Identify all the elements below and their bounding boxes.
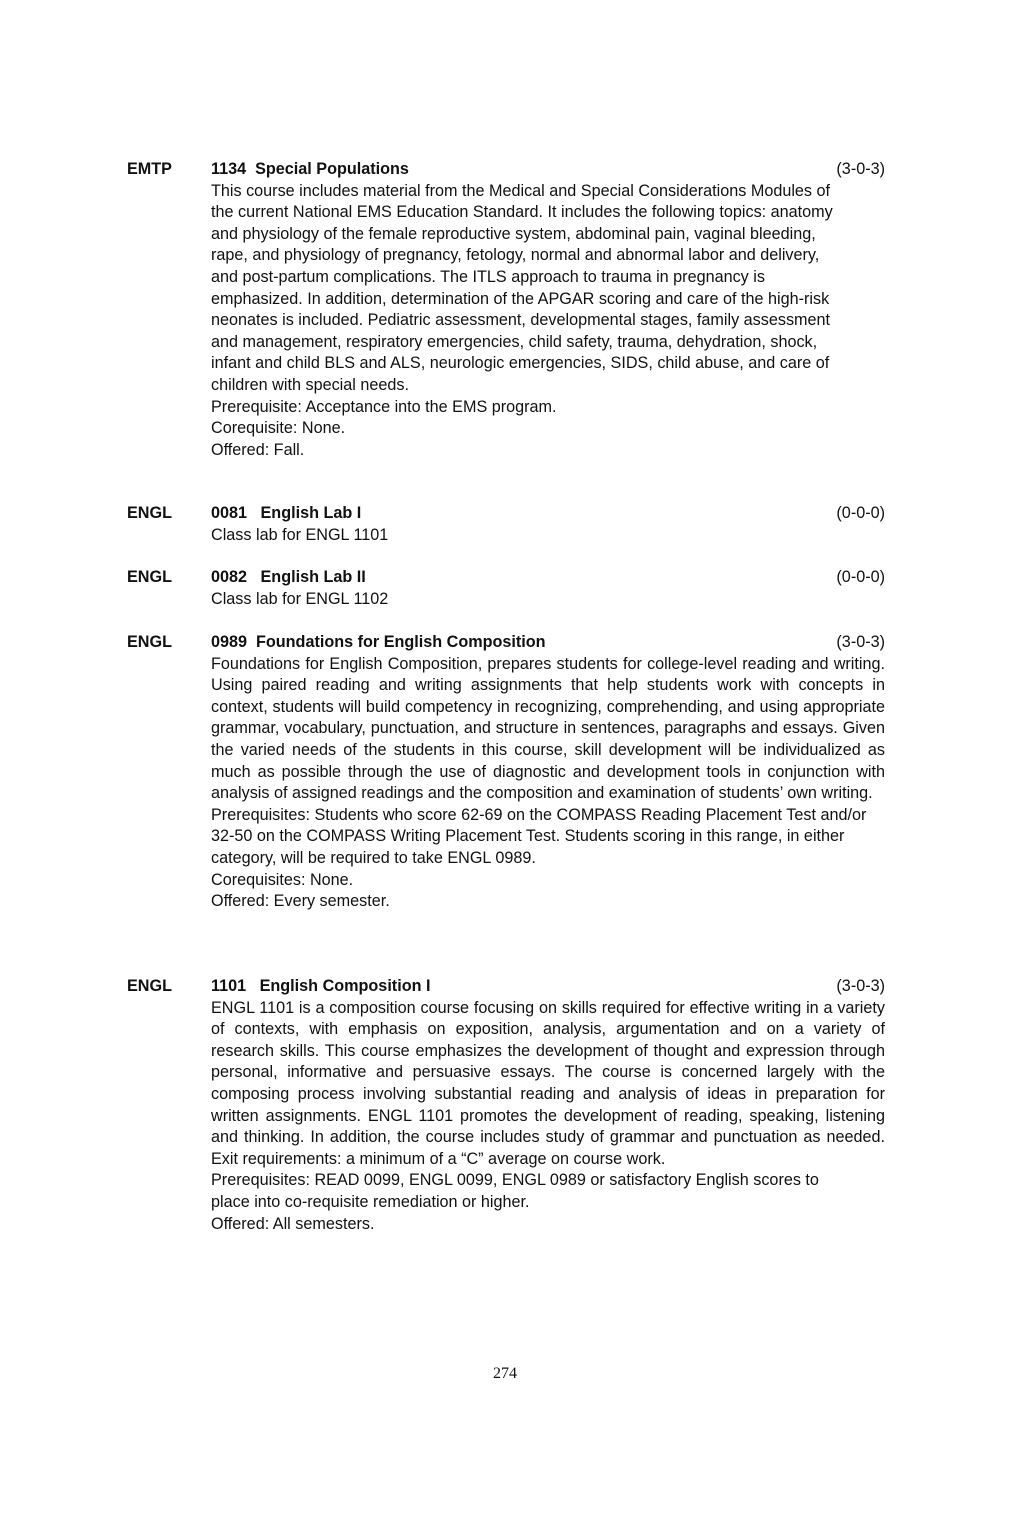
course-credits: (0-0-0): [836, 568, 885, 586]
course-description: Class lab for ENGL 1101: [211, 525, 389, 544]
course-title: 0082 English Lab II: [211, 568, 366, 586]
course-description: ENGL 1101 is a composition course focusing on skills required for effective writing in a variety of contexts, with emphasis on exposition, analysis, argumentation and on a variety of research skills. This course emphasizes the development of thought and expression through personal, informative and persuasive essays. The course is concerned largely with the composing process involving substantial reading and analysis of ideas in preparation for written assignments. ENGL 1101 promotes the development of reading, speaking, listening and thinking. In addition, the course includes study of grammar and punctuation as needed. Exit requirements: a minimum of a “C” average on course work.: [211, 998, 885, 1168]
course-body: [211, 181, 885, 462]
course-credits: (3-0-3): [836, 160, 885, 178]
course-heading: [127, 567, 885, 589]
course-entry-engl-0082: [127, 567, 885, 610]
course-description: Class lab for ENGL 1102: [211, 589, 389, 608]
course-entry-engl-0989: [127, 632, 885, 913]
course-department: ENGL: [127, 568, 172, 586]
course-prerequisite: Prerequisites: Students who score 62-69 on the COMPASS Reading Placement Test and/or 32-50 on the COMPASS Writing Placement Test. Students scoring in this range, in either category, will be required to take ENGL 0989.: [211, 805, 867, 867]
course-department: ENGL: [127, 504, 172, 522]
course-department: ENGL: [127, 977, 172, 995]
course-offered: Offered: All semesters.: [211, 1214, 375, 1233]
course-description: Foundations for English Composition, prepares students for college-level reading and writing. Using paired reading and writing assignments that help students work with concepts in context, students will build competency in recognizing, comprehending, and using appropriate grammar, vocabulary, punctuation, and structure in sentences, paragraphs and essays. Given the varied needs of the students in this course, skill development will be individualized as much as possible through the use of diagnostic and development tools in conjunction with analysis of assigned readings and the composition and examination of students’ own writing.: [211, 654, 885, 803]
course-title: 0081 English Lab I: [211, 504, 362, 522]
course-credits: (3-0-3): [836, 633, 885, 651]
course-body: [211, 998, 885, 1236]
course-offered: Offered: Every semester.: [211, 892, 390, 911]
course-entry-engl-0081: [127, 503, 885, 546]
course-corequisite: Corequisite: None.: [211, 419, 346, 438]
course-body: [211, 525, 885, 547]
course-body: [211, 589, 885, 611]
page-number: 274: [493, 1365, 517, 1382]
course-department: ENGL: [127, 633, 172, 651]
course-body: [211, 654, 885, 913]
course-prerequisite: Prerequisites: READ 0099, ENGL 0099, ENGL 0989 or satisfactory English scores to place into co-requisite remediation or higher.: [211, 1171, 819, 1211]
course-credits: (3-0-3): [836, 977, 885, 995]
course-prerequisite: Prerequisite: Acceptance into the EMS program.: [211, 397, 557, 416]
course-heading: [127, 632, 885, 654]
course-department: EMTP: [127, 160, 172, 178]
course-heading: [127, 159, 885, 181]
course-title: 0989 Foundations for English Composition: [211, 633, 546, 651]
course-title: 1134 Special Populations: [211, 160, 409, 178]
course-entry-engl-1101: [127, 976, 885, 1235]
course-credits: (0-0-0): [836, 504, 885, 522]
course-entry-emtp-1134: [127, 159, 885, 461]
course-heading: [127, 976, 885, 998]
course-offered: Offered: Fall.: [211, 440, 305, 459]
course-heading: [127, 503, 885, 525]
course-title: 1101 English Composition I: [211, 977, 431, 995]
course-corequisite: Corequisites: None.: [211, 870, 354, 889]
course-description: This course includes material from the Medical and Special Considerations Modules of the current National EMS Education Standard. It includes the following topics: anatomy and physiology of the female reproductive system, abdominal pain, vaginal bleeding, rape, and physiology of pregnancy, fetology, normal and abnormal labor and delivery, and post-partum complications. The ITLS approach to trauma in pregnancy is emphasized. In addition, determination of the APGAR scoring and care of the high-risk neonates is included. Pediatric assessment, developmental stages, family assessment and management, respiratory emergencies, child safety, trauma, dehydration, shock, infant and child BLS and ALS, neurologic emergencies, SIDS, child abuse, and care of children with special needs.: [211, 181, 833, 394]
